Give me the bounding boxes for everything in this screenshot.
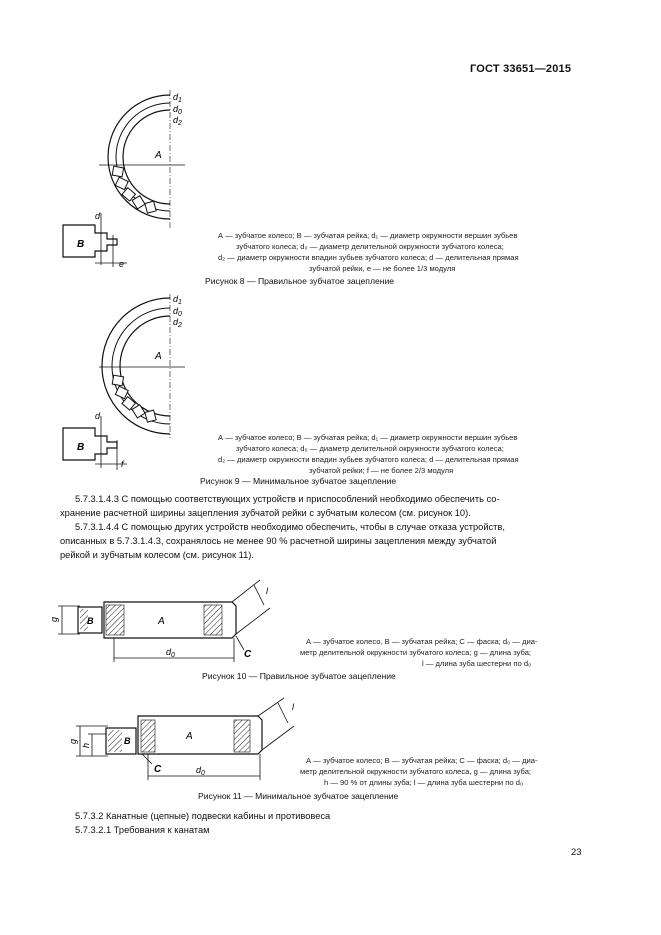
figure-9-legend: А — зубчатое колесо; В — зубчатая рейка; d₁ — диаметр окружности вершин зубьев зубчатого колеса; d₀ — диаметр делительной окружности зубчатого колеса; d₂ — диаметр окружности впадин зубьев зубчатого колеса; d — делительная прямая зубчатой рейки; f — не более 2/3 модуля xyxy=(218,433,519,475)
figure-11-caption: Рисунок 11 — Минимальное зубчатое зацепление xyxy=(198,791,399,801)
diameter-labels xyxy=(173,294,182,329)
label-d: d xyxy=(95,211,101,221)
label-A: A xyxy=(155,351,162,362)
label-l: l xyxy=(292,702,294,712)
section-5-7-3-2: 5.7.3.2 Канатные (цепные) подвески кабины и противовеса xyxy=(75,811,331,821)
section-5-7-3-2-1: 5.7.3.2.1 Требования к канатам xyxy=(75,825,210,835)
diameter-labels xyxy=(173,92,182,127)
label-f: f xyxy=(121,459,124,469)
label-B: B xyxy=(77,239,85,250)
label-l: l xyxy=(266,586,268,596)
svg-text:d1: $d_1$ xyxy=(173,92,182,104)
figure-10-caption: Рисунок 10 — Правильное зубчатое зацепление xyxy=(202,671,396,681)
paragraph-5-7-3-1-4-3-cont: хранение расчетной ширины зацепления зубчатой рейки с зубчатым колесом (см. рисунок 10). xyxy=(60,508,471,518)
label-A: A xyxy=(155,150,162,161)
paragraph-5-7-3-1-4-4: 5.7.3.1.4.4 С помощью других устройств необходимо обеспечить, чтобы в случае отказа устройств, xyxy=(75,522,505,532)
rack-B xyxy=(63,428,117,460)
figure-9-caption: Рисунок 9 — Минимальное зубчатое зацепление xyxy=(200,476,397,486)
label-B: B xyxy=(87,616,94,626)
figure-10-legend: А — зубчатое колесо, В — зубчатая рейка; С — фаска; d₀ — диа- метр делительной окружности зубчатого колеса; g — длина зуба; l — длина зуба шестерни по d₀ xyxy=(300,637,538,668)
document-header: ГОСТ 33651—2015 xyxy=(470,63,572,75)
figure-8-caption: Рисунок 8 — Правильное зубчатое зацепление xyxy=(205,276,395,286)
gear-teeth xyxy=(112,166,156,213)
paragraph-5-7-3-1-4-3: 5.7.3.1.4.3 С помощью соответствующих устройств и приспособлений необходимо обеспечить со- xyxy=(75,494,500,504)
svg-text:d2: $d_2$ xyxy=(173,317,182,329)
figure-9-drawing xyxy=(55,292,205,482)
svg-text:d0: $d_0$ xyxy=(173,306,182,318)
label-g: g xyxy=(68,738,78,744)
label-h: h xyxy=(81,742,91,748)
rack-B xyxy=(63,225,117,257)
label-d0: $d_0$ xyxy=(196,765,205,777)
label-B: B xyxy=(77,442,85,453)
svg-text:d0: $d_0$ xyxy=(173,104,182,116)
label-e: e xyxy=(119,259,125,269)
svg-text:d1: $d_1$ xyxy=(173,294,182,306)
label-B: B xyxy=(124,736,131,746)
figure-11-drawing xyxy=(68,696,308,786)
label-C: C xyxy=(244,649,252,660)
label-A: A xyxy=(158,616,165,627)
label-A: A xyxy=(186,731,193,742)
page-number: 23 xyxy=(571,847,582,858)
label-g: g xyxy=(49,616,59,622)
figure-8-drawing xyxy=(55,85,205,275)
figure-8-legend: А — зубчатое колесо; В — зубчатая рейка; d₁ — диаметр окружности вершин зубьев зубчатого колеса; d₀ — диаметр делительной окружности зубчатого колеса; d₂ — диаметр окружности впадин зубьев зубчатого колеса; d — делительная прямая зубчатой рейки, e — не более 1/3 модуля xyxy=(218,231,519,273)
figure-10-drawing xyxy=(48,576,278,666)
paragraph-5-7-3-1-4-4-cont: описанных в 5.7.3.1.4.3, сохранялось не менее 90 % расчетной ширины зацепления между зубчатой рейкой и зубчатым колесом (см. рисунок 11). xyxy=(60,536,497,561)
label-C: C xyxy=(154,764,162,775)
svg-text:d2: $d_2$ xyxy=(173,115,182,127)
label-d: d xyxy=(95,411,101,421)
label-d0: $d_0$ xyxy=(166,647,175,659)
gear-teeth xyxy=(112,375,156,422)
figure-11-legend: А — зубчатое колесо; В — зубчатая рейка; С — фаска; d₀ — диа- метр делительной окружности зубчатого колеса, g — длина зуба; h — 90 % от длины зуба; l — длина зуба шестерни по d₀ xyxy=(300,756,538,787)
